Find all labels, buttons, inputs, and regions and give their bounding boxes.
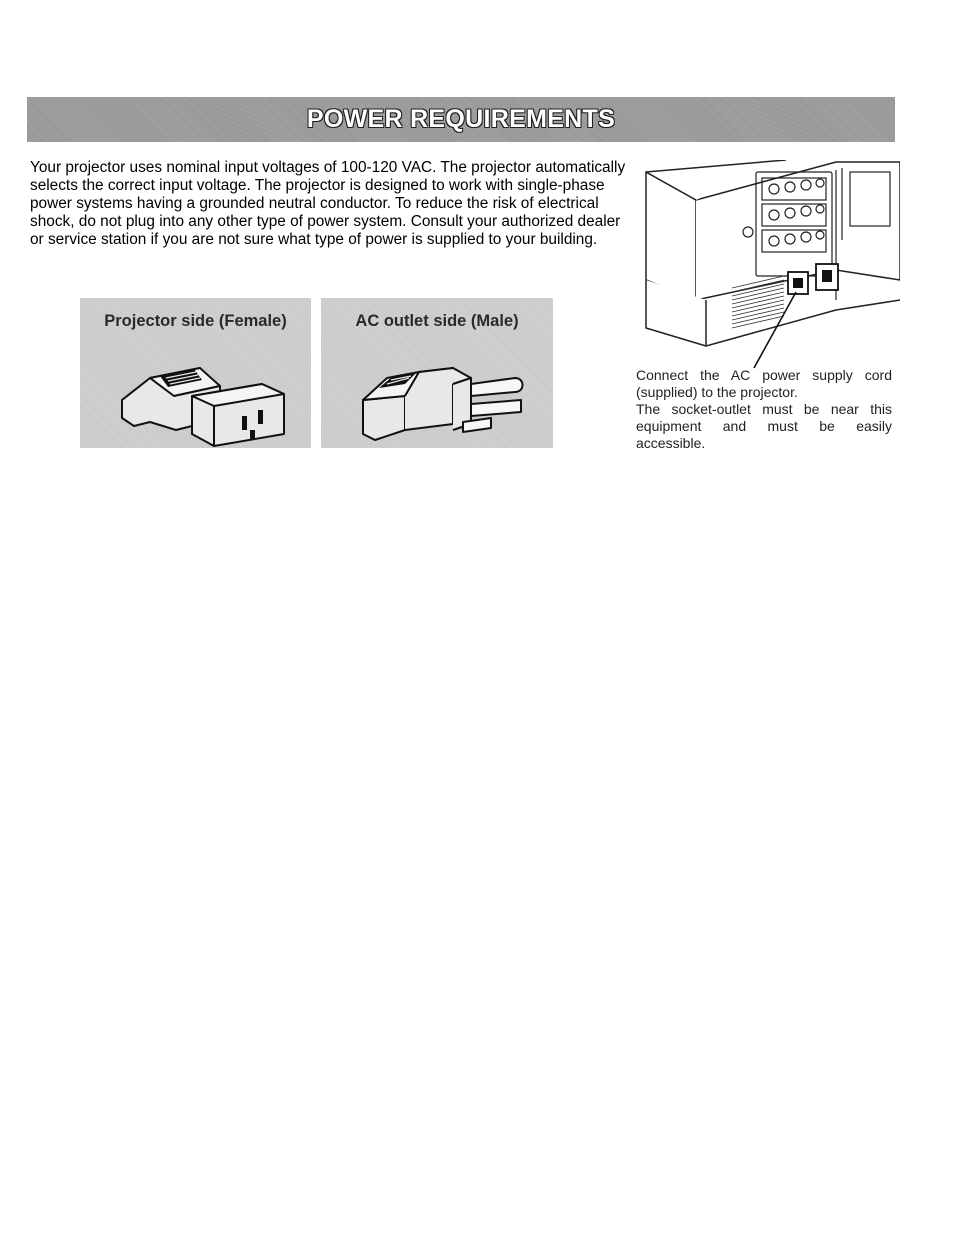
- figure-caption: [636, 367, 892, 452]
- female-plug-panel: [80, 298, 311, 448]
- projector-rear-panel-illustration: [636, 160, 900, 372]
- caption-connect-text: Connect the AC power supply cord (supplied) to the projector.: [636, 367, 892, 400]
- female-plug-label: Projector side (Female): [104, 312, 287, 330]
- page-title: POWER REQUIREMENTS: [306, 105, 616, 133]
- nema-male-plug-icon: [321, 338, 553, 448]
- male-plug-label: AC outlet side (Male): [355, 312, 519, 330]
- caption-outlet-text: The socket-outlet must be near this equipment and must be easily accessible.: [636, 401, 892, 451]
- title-bar: [27, 97, 895, 142]
- iec-c13-female-connector-icon: [80, 338, 311, 448]
- intro-paragraph: Your projector uses nominal input voltages of 100-120 VAC. The projector automatically selects the correct input voltage. The projector is designed to work with single-phase power systems having a grounded neutral conductor. To reduce the risk of electrical shock, do not plug into any other type of power system. Consult your authorized dealer or service station if you are not sure what type of power is supplied to your building.: [30, 159, 626, 248]
- male-plug-panel: [321, 298, 553, 448]
